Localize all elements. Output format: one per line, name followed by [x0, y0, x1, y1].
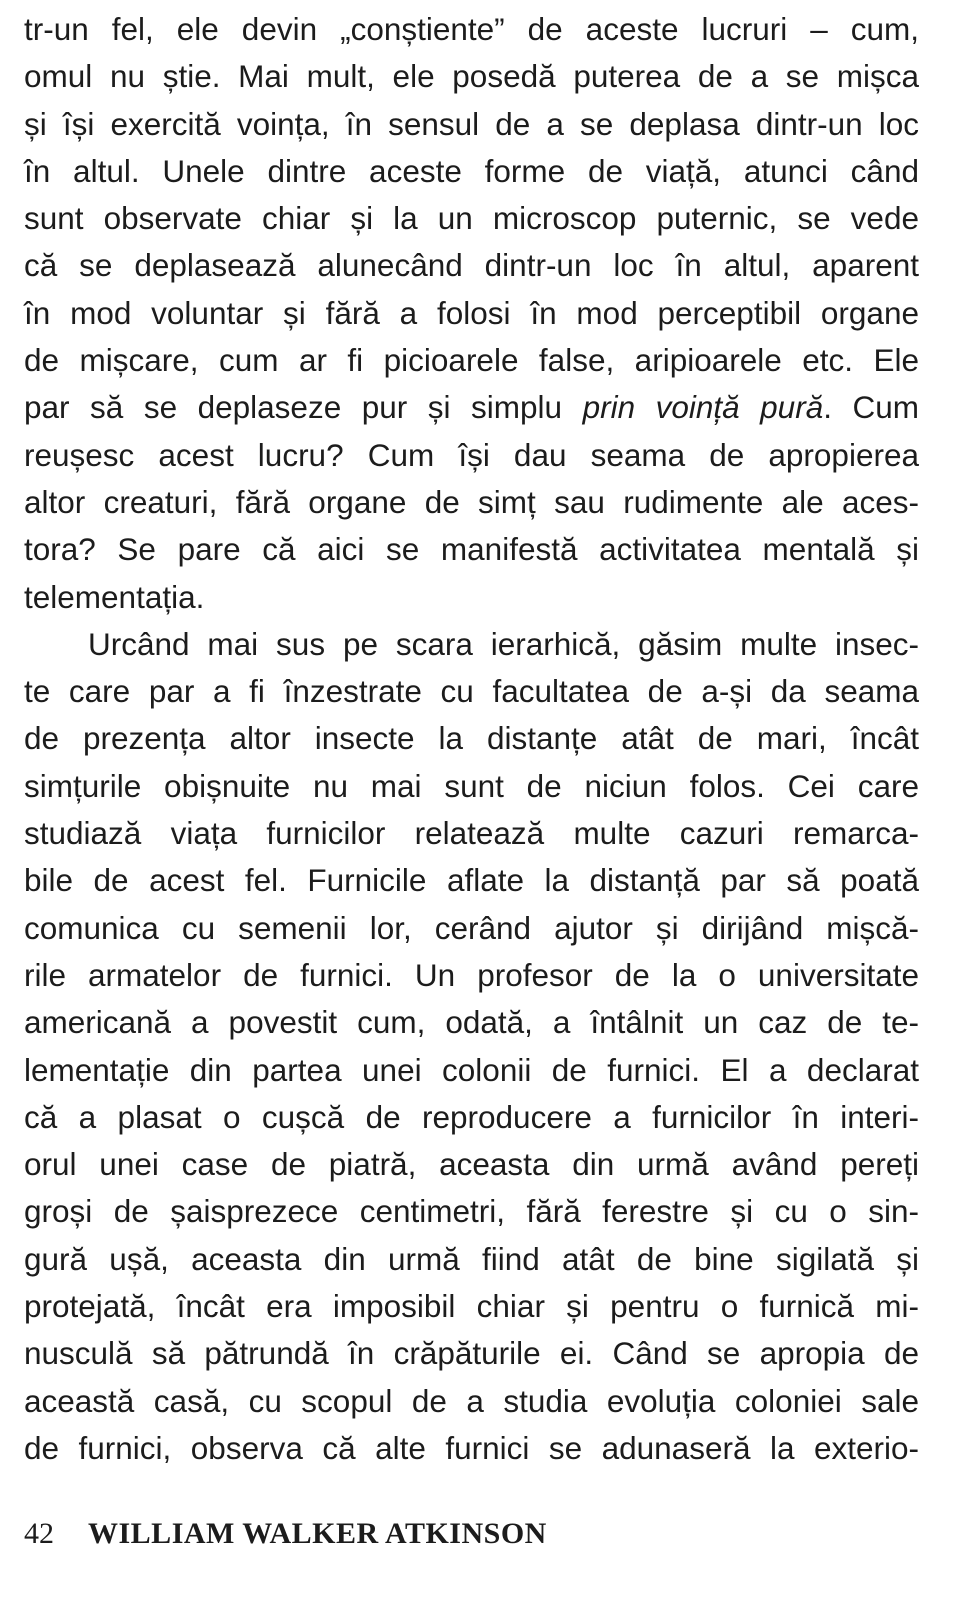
text-line: americană a povestit cum, odată, a întâlnit un caz de te- — [24, 1004, 919, 1041]
text-line: protejată, încât era imposibil chiar și pentru o furnică mi- — [24, 1288, 919, 1325]
text-line: lementație din partea unei colonii de furnici. El a declarat — [24, 1051, 919, 1088]
text-line: comunica cu semenii lor, cerând ajutor și dirijând mișcă- — [24, 909, 919, 946]
text-line: gură ușă, aceasta din urmă fiind atât de bine sigilată și — [24, 1240, 919, 1277]
page-body — [24, 6, 919, 1472]
text-line: orul unei case de piatră, aceasta din urmă având pereți — [24, 1146, 919, 1183]
text-line: omul nu știe. Mai mult, ele posedă puterea de a se mișca — [24, 58, 919, 95]
text-line: te care par a fi înzestrate cu facultatea de a-și da seama — [24, 673, 919, 710]
running-footer-author: WILLIAM WALKER ATKINSON — [88, 1517, 547, 1550]
text-line: bile de acest fel. Furnicile aflate la distanță par să poată — [24, 862, 919, 899]
text-span: par să se deplaseze pur și simplu — [24, 389, 583, 426]
text-line: reușesc acest lucru? Cum își dau seama de apropierea — [24, 436, 919, 473]
text-span: . Cum — [823, 389, 919, 426]
text-line: de furnici, observa că alte furnici se adunaseră la exterio- — [24, 1429, 919, 1466]
paragraph-first-line: Urcând mai sus pe scara ierarhică, găsim multe insec- — [88, 625, 919, 662]
text-line: în altul. Unele dintre aceste forme de viață, atunci când — [24, 152, 919, 189]
text-line: tora? Se pare că aici se manifestă activitatea mentală și — [24, 531, 919, 568]
text-line: altor creaturi, fără organe de simț sau rudimente ale aces- — [24, 483, 919, 520]
text-line-with-italic — [24, 384, 919, 431]
italic-emphasis: prin voință pură — [582, 389, 824, 426]
text-line: tr-un fel, ele devin „conștiente” de aceste lucruri – cum, — [24, 11, 919, 47]
text-line: că se deplasează alunecând dintr-un loc în altul, aparent — [24, 247, 919, 284]
text-line: în mod voluntar și fără a folosi în mod perceptibil organe — [24, 294, 919, 331]
text-line: de mișcare, cum ar fi picioarele false, aripioarele etc. Ele — [24, 342, 919, 379]
text-line: nusculă să pătrundă în crăpăturile ei. Când se apropia de — [24, 1335, 919, 1372]
text-line: de prezența altor insecte la distanțe atât de mari, încât — [24, 720, 919, 757]
text-line: groși de șaisprezece centimetri, fără ferestre și cu o sin- — [24, 1193, 919, 1230]
text-line: această casă, cu scopul de a studia evoluția coloniei sale — [24, 1382, 919, 1419]
text-line: că a plasat o cușcă de reproducere a furnicilor în interi- — [24, 1098, 919, 1135]
text-line: studiază viața furnicilor relatează multe cazuri remarca- — [24, 815, 919, 852]
text-line: și își exercită voința, în sensul de a se deplasa dintr-un loc — [24, 105, 919, 142]
page-footer — [24, 1512, 547, 1556]
text-line: sunt observate chiar și la un microscop puternic, se vede — [24, 200, 919, 237]
paragraph-last-line: telementația. — [24, 578, 205, 615]
page-number: 42 — [24, 1517, 54, 1550]
text-line: rile armatelor de furnici. Un profesor de la o universitate — [24, 956, 919, 993]
text-line: simțurile obișnuite nu mai sunt de niciun folos. Cei care — [24, 767, 919, 804]
